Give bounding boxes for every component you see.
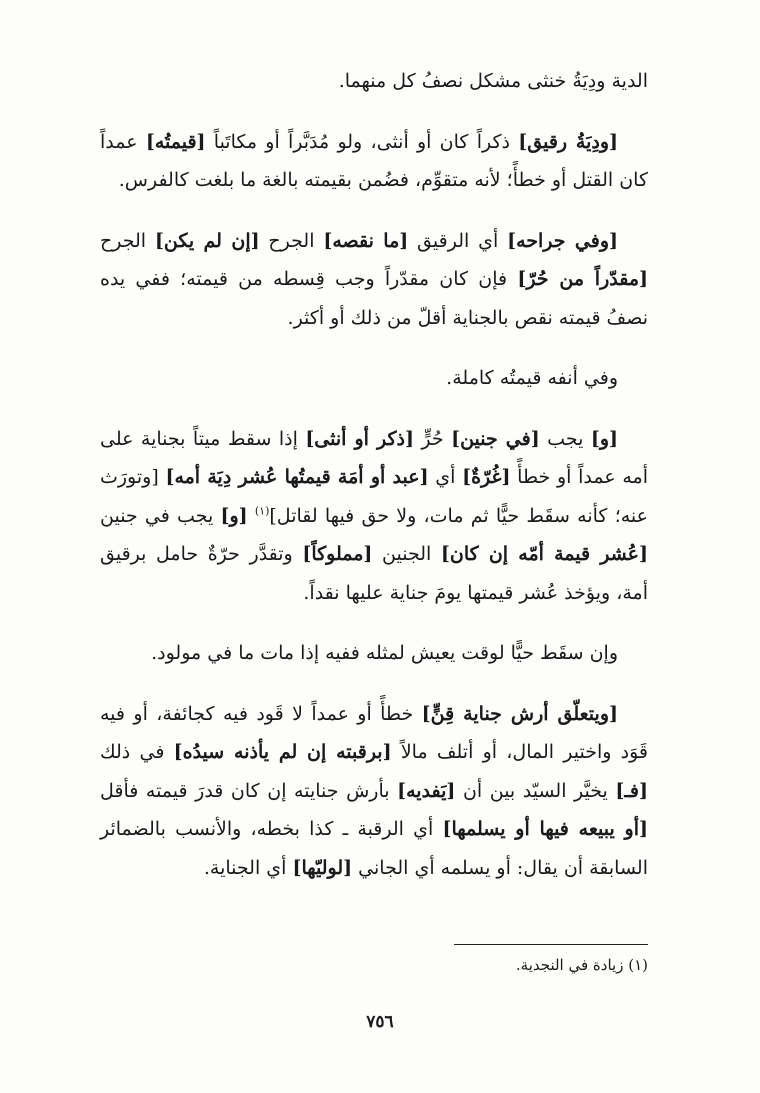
text-segment: يجب [539,427,591,450]
bold-text: [و] [590,427,618,450]
bold-text: [مملوكاً] [302,543,373,565]
bold-text: [ذكر أو أنثى] [305,427,414,450]
bold-text: [غُرّةٌ] [462,466,511,488]
bold-text: [مقدّراً من حُرّ] [517,268,648,290]
bold-text: [عبد أو أمَة قيمتُها عُشر دِيَة أمه] [165,466,429,488]
text-segment: فإن كان مقدّراً وجب قِسطه من قيمته؛ ففي يده نصفُ قيمته نقص بالجناية أقلّ من ذلك أو أكثر. [100,268,648,329]
text-segment: الجرح [259,229,324,252]
paragraph [100,123,648,200]
paragraph [100,634,648,673]
paragraph [100,222,648,338]
text-segment: وفي أنفه قيمتُه كاملة. [446,367,618,389]
text-segment: أي [428,466,463,488]
text-segment: ذكراً كان أو أنثى، ولو مُدَبَّراً أو مكاتَباً [205,130,519,153]
text-segment: الجرح [100,229,155,252]
text-segment: وإن سقَط حيًّا لوقت يعيش لمثله ففيه إذا مات ما في مولود. [151,642,618,664]
text-segment: بأرش جنايته إن كان قدرَ قيمته فأقل [100,779,398,802]
footnote-rule [454,944,648,945]
text-segment: الجنين [372,543,441,565]
text-segment: في ذلك [100,741,174,763]
bold-text: [و] [220,504,248,527]
bold-text: [فـ] [615,779,648,802]
page-number: ٧٥٦ [366,1012,394,1032]
paragraph [100,359,648,398]
footnote-marker: (١) [254,504,270,518]
text-segment: [وتورَث عنه؛ كأنه سقَط حيًّا ثم مات، ولا حق فيها لقاتل] [100,466,648,527]
text-segment: يجب في جنين [100,504,221,527]
text-segment [248,505,255,527]
text-segment: يخيَّر السيّد بين أن [455,779,616,802]
text-segment: إذا سقط ميتاً بجناية على أمه عمداً أو خطأً [100,427,649,488]
paragraph [100,695,648,888]
bold-text: [برقبته إن لم يأذنه سيدُه] [173,741,392,763]
text-segment: أي الجناية. [203,856,293,879]
footnote: (١) زيادة في النجدية. [515,956,648,974]
paragraph [100,62,648,101]
text-segment: وتقدَّر حرّةٌ حامل برقيق أمة، ويؤخذ عُشر قيمتها يومَ جناية عليها نقداً. [100,543,648,604]
text-segment: حُرٍّ [413,427,452,450]
bold-text: [ودِيَةُ رقيق] [518,130,618,153]
bold-text: [لوليّها] [292,856,353,879]
text-segment: الدية ودِيَةُ خنثى مشكل نصفُ كل منهما. [338,70,648,92]
main-text [100,62,648,909]
text-segment: عمداً كان القتل أو خطأً؛ لأنه متقوِّم، فضُمن بقيمته بالغة ما بلغت كالفرس. [100,130,648,191]
paragraph [100,420,648,613]
bold-text: [أو يبيعه فيها أو يسلمها] [442,818,648,840]
bold-text: [ما نقصه] [323,229,409,252]
bold-text: [عُشر قيمة أمّه إن كان] [440,543,649,565]
bold-text: [في جنين] [451,427,540,450]
text-segment: خطأً أو عمداً لا قَود فيه كجائفة، أو فيه قَوَد واختير المال، أو أتلف مالاً [100,702,649,763]
bold-text: [إن لم يكن] [154,229,260,252]
text-segment: أي الرقبة ـ كذا بخطه، والأنسب بالضمائر السابقة أن يقال: أو يسلمه أي الجاني [100,818,648,879]
bold-text: [وفي جراحه] [507,229,618,252]
bold-text: [ويتعلّق أرش جناية قِنٍّ] [421,702,618,725]
text-segment: أي الرقيق [408,229,508,252]
bold-text: [يَفديه] [397,779,456,802]
bold-text: [قيمتُه] [145,130,206,153]
